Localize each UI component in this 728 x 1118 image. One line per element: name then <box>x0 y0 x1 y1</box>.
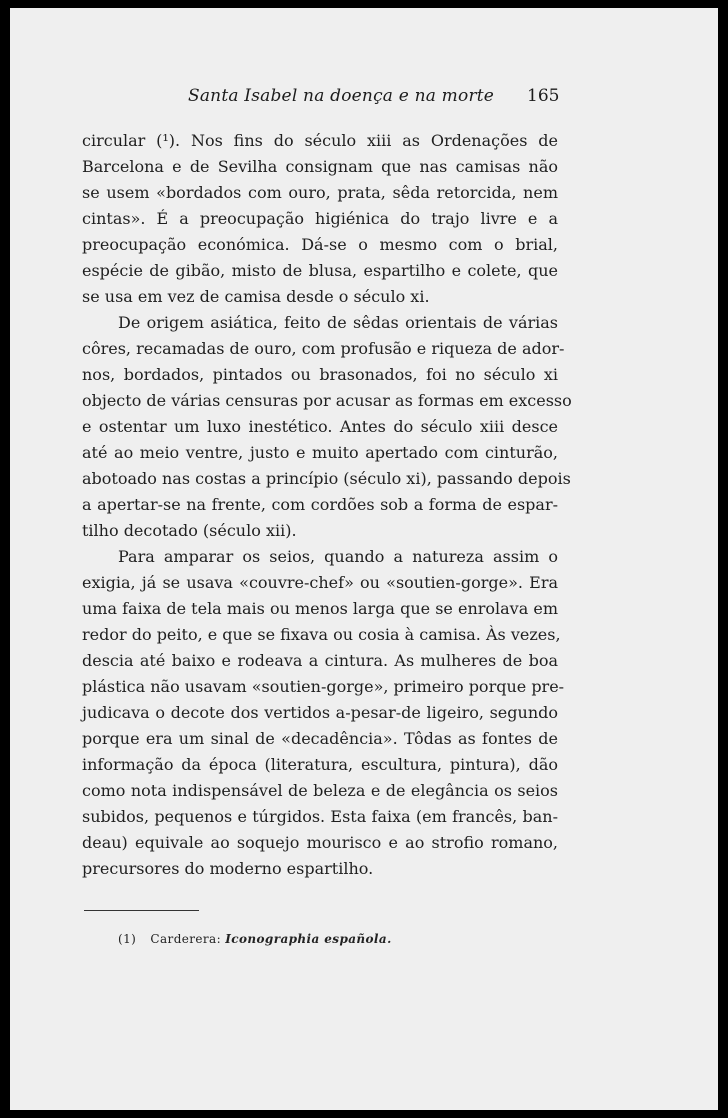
text-line: uma faixa de tela mais ou menos larga que se enrolava em <box>82 599 558 618</box>
body-text <box>82 128 572 882</box>
text-line: informação da época (literatura, escultura, pintura), dão <box>82 755 558 774</box>
text-line: cintas». É a preocupação higiénica do trajo livre e a <box>82 209 558 228</box>
text-line: até ao meio ventre, justo e muito apertado com cinturão, <box>82 443 558 462</box>
text-line: a apertar-se na frente, com cordões sob a forma de espar- <box>82 495 558 514</box>
text-line: circular (¹). Nos fins do século xiii as Ordenações de <box>82 131 558 150</box>
text-line: objecto de várias censuras por acusar as formas em excesso <box>82 391 572 410</box>
text-line: Barcelona e de Sevilha consignam que nas camisas não <box>82 157 558 176</box>
text-line: De origem asiática, feito de sêdas orientais de várias <box>118 313 558 332</box>
text-line: preocupação económica. Dá-se o mesmo com o brial, <box>82 235 558 254</box>
text-line: plástica não usavam «soutien-gorge», primeiro porque pre- <box>82 677 565 696</box>
text-line: exigia, já se usava «couvre-chef» ou «soutien-gorge». Era <box>82 573 558 592</box>
text-line: descia até baixo e rodeava a cintura. As mulheres de boa <box>82 651 558 670</box>
footnote-divider <box>84 910 199 911</box>
text-line: nos, bordados, pintados ou brasonados, foi no século xi <box>82 365 558 384</box>
text-line: redor do peito, e que se fixava ou cosia à camisa. Às vezes, <box>82 625 561 644</box>
book-page <box>10 8 718 1110</box>
page-number: 165 <box>527 86 560 106</box>
text-line: Para amparar os seios, quando a natureza assim o <box>118 547 558 566</box>
footnote-marker: (1) <box>118 932 137 946</box>
text-line: precursores do moderno espartilho. <box>82 859 374 878</box>
text-line: e ostentar um luxo inestético. Antes do século xiii desce <box>82 417 558 436</box>
text-line: subidos, pequenos e túrgidos. Esta faixa (em francês, ban- <box>82 807 558 826</box>
footnote-author: Carderera: <box>150 932 222 946</box>
running-header <box>10 86 718 110</box>
running-title: Santa Isabel na doença e na morte <box>188 86 495 106</box>
text-line: côres, recamadas de ouro, com profusão e riqueza de ador- <box>82 339 565 358</box>
text-line: porque era um sinal de «decadência». Tôdas as fontes de <box>82 729 558 748</box>
text-line: tilho decotado (século xii). <box>82 521 297 540</box>
text-line: espécie de gibão, misto de blusa, espartilho e colete, que <box>82 261 558 280</box>
text-line: judicava o decote dos vertidos a-pesar-de ligeiro, segundo <box>82 703 558 722</box>
footnote-title: Iconographia española. <box>225 932 392 946</box>
text-line: abotoado nas costas a princípio (século xi), passando depois <box>82 469 571 488</box>
text-line: deau) equivale ao soquejo mourisco e ao strofio romano, <box>82 833 558 852</box>
text-line: como nota indispensável de beleza e de elegância os seios <box>82 781 558 800</box>
text-line: se usa em vez de camisa desde o século xi. <box>82 287 430 306</box>
footnote <box>118 932 392 946</box>
text-line: se usem «bordados com ouro, prata, sêda retorcida, nem <box>82 183 558 202</box>
